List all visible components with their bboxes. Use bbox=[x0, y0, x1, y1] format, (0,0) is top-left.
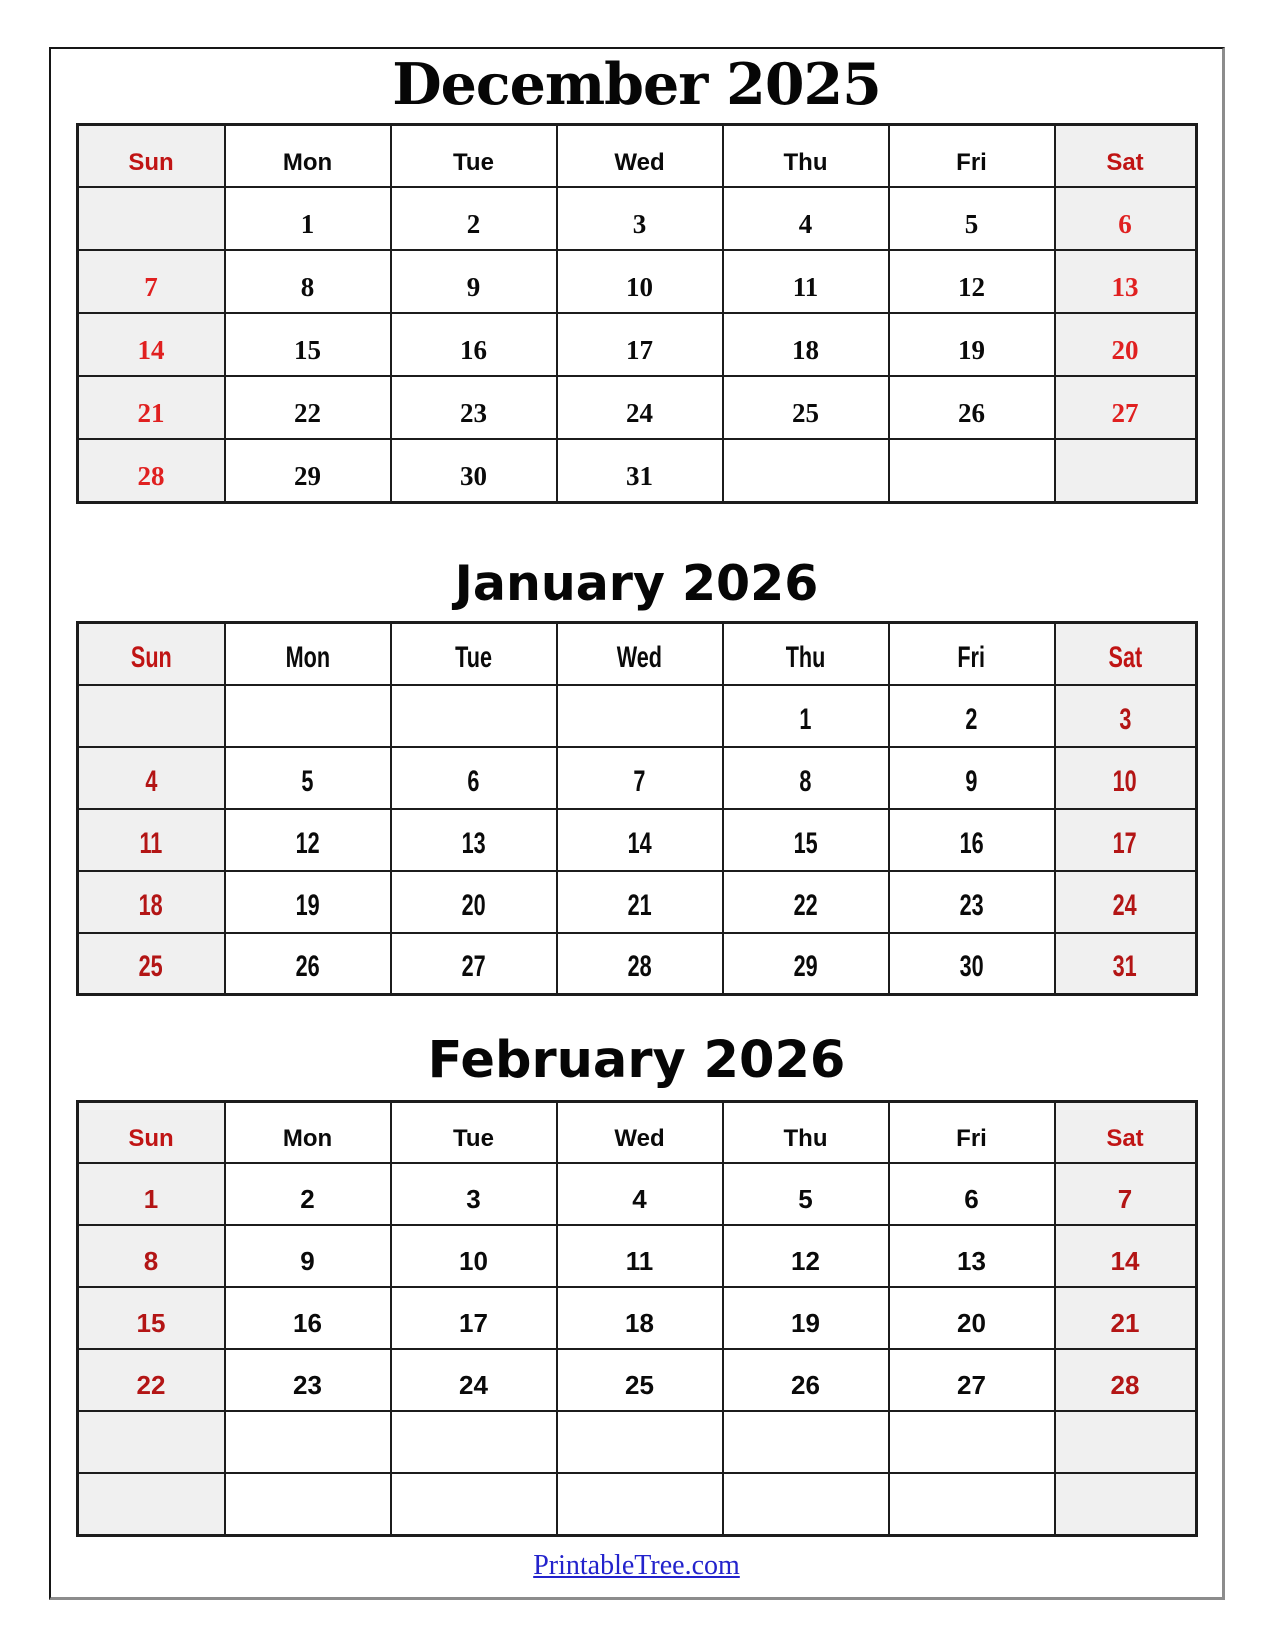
week-row bbox=[77, 1473, 1196, 1535]
day-cell-18 bbox=[723, 313, 889, 376]
day-cell-26 bbox=[225, 933, 391, 995]
day-cell-empty bbox=[77, 685, 225, 747]
week-row bbox=[77, 376, 1196, 439]
week-row bbox=[77, 1163, 1196, 1225]
day-header-wed bbox=[557, 1101, 723, 1163]
day-cell-16 bbox=[889, 809, 1055, 871]
day-cell-28 bbox=[77, 439, 225, 502]
day-cell-20 bbox=[1055, 313, 1197, 376]
day-cell-31 bbox=[557, 439, 723, 502]
day-cell-6 bbox=[889, 1163, 1055, 1225]
day-cell-14 bbox=[1055, 1225, 1197, 1287]
day-number: 15 bbox=[793, 826, 818, 860]
day-number: 26 bbox=[295, 950, 320, 984]
day-number: 6 bbox=[964, 1184, 979, 1215]
day-cell-7 bbox=[557, 747, 723, 809]
day-cell-17 bbox=[391, 1287, 557, 1349]
day-cell-15 bbox=[225, 313, 391, 376]
day-number: 17 bbox=[1112, 826, 1138, 860]
day-cell-22 bbox=[225, 376, 391, 439]
day-number: 10 bbox=[1112, 764, 1138, 798]
day-cell-28 bbox=[1055, 1349, 1197, 1411]
day-number: 7 bbox=[1117, 1184, 1133, 1215]
calendar-title-february: February 2026 bbox=[427, 1031, 846, 1091]
day-number: 11 bbox=[625, 1246, 654, 1277]
day-cell-15 bbox=[723, 809, 889, 871]
calendar-grid-january bbox=[76, 621, 1198, 996]
day-header-label: Mon bbox=[282, 1125, 333, 1153]
week-row bbox=[77, 187, 1196, 250]
day-number: 26 bbox=[958, 398, 985, 429]
day-number: 20 bbox=[461, 888, 486, 922]
day-cell-29 bbox=[225, 439, 391, 502]
week-row bbox=[77, 747, 1196, 809]
week-row bbox=[77, 1411, 1196, 1473]
day-number: 13 bbox=[461, 826, 486, 860]
day-cell-22 bbox=[723, 871, 889, 933]
day-header-wed bbox=[557, 124, 723, 187]
day-number: 4 bbox=[144, 764, 158, 798]
day-number: 13 bbox=[957, 1246, 986, 1277]
day-number: 5 bbox=[301, 764, 314, 798]
day-header-row bbox=[77, 124, 1196, 187]
day-number: 15 bbox=[136, 1308, 166, 1339]
day-cell-12 bbox=[225, 809, 391, 871]
day-cell-1 bbox=[225, 187, 391, 250]
day-cell-9 bbox=[889, 747, 1055, 809]
day-cell-3 bbox=[557, 187, 723, 250]
day-cell-27 bbox=[1055, 376, 1197, 439]
day-header-wed bbox=[557, 623, 723, 685]
day-cell-16 bbox=[225, 1287, 391, 1349]
day-number: 7 bbox=[144, 272, 158, 303]
day-cell-30 bbox=[391, 439, 557, 502]
day-number: 24 bbox=[459, 1370, 488, 1401]
day-cell-5 bbox=[225, 747, 391, 809]
week-row bbox=[77, 1287, 1196, 1349]
day-cell-24 bbox=[557, 376, 723, 439]
day-number: 29 bbox=[793, 950, 818, 984]
day-header-tue bbox=[391, 1101, 557, 1163]
day-number: 8 bbox=[799, 764, 812, 798]
day-cell-9 bbox=[225, 1225, 391, 1287]
day-number: 2 bbox=[300, 1184, 315, 1215]
day-cell-14 bbox=[557, 809, 723, 871]
day-number: 31 bbox=[626, 460, 653, 491]
day-cell-5 bbox=[723, 1163, 889, 1225]
day-number: 17 bbox=[626, 335, 653, 366]
day-cell-empty bbox=[557, 1411, 723, 1473]
day-cell-empty bbox=[723, 1473, 889, 1535]
day-cell-empty bbox=[1055, 1473, 1197, 1535]
day-cell-19 bbox=[889, 313, 1055, 376]
footer bbox=[51, 1550, 1222, 1582]
day-cell-empty bbox=[391, 685, 557, 747]
day-cell-empty bbox=[77, 1411, 225, 1473]
day-number: 25 bbox=[138, 950, 164, 984]
day-cell-empty bbox=[889, 1411, 1055, 1473]
day-number: 23 bbox=[959, 888, 984, 922]
day-number: 8 bbox=[300, 272, 315, 303]
day-number: 25 bbox=[792, 398, 819, 429]
calendar-title-december: December 2025 bbox=[392, 51, 881, 118]
day-cell-1 bbox=[723, 685, 889, 747]
calendar-grid-february bbox=[76, 1100, 1198, 1537]
day-number: 14 bbox=[137, 335, 165, 366]
day-header-mon bbox=[225, 623, 391, 685]
day-number: 11 bbox=[792, 272, 819, 303]
day-header-sun bbox=[77, 623, 225, 685]
day-number: 18 bbox=[138, 888, 164, 922]
day-number: 16 bbox=[959, 826, 984, 860]
day-cell-3 bbox=[391, 1163, 557, 1225]
day-header-label: Sun bbox=[128, 1125, 174, 1153]
day-cell-5 bbox=[889, 187, 1055, 250]
day-cell-30 bbox=[889, 933, 1055, 995]
day-number: 12 bbox=[295, 826, 320, 860]
day-header-label: Tue bbox=[453, 1125, 494, 1153]
day-cell-8 bbox=[723, 747, 889, 809]
day-cell-27 bbox=[889, 1349, 1055, 1411]
day-number: 12 bbox=[958, 272, 985, 303]
calendar-january-2026 bbox=[51, 554, 1222, 996]
day-cell-18 bbox=[77, 871, 225, 933]
day-header-fri bbox=[889, 1101, 1055, 1163]
day-cell-10 bbox=[1055, 747, 1197, 809]
day-number: 21 bbox=[1110, 1308, 1140, 1339]
day-cell-31 bbox=[1055, 933, 1197, 995]
day-number: 26 bbox=[791, 1370, 820, 1401]
day-cell-4 bbox=[77, 747, 225, 809]
day-cell-4 bbox=[557, 1163, 723, 1225]
week-row bbox=[77, 439, 1196, 502]
day-number: 21 bbox=[137, 398, 165, 429]
day-cell-8 bbox=[225, 250, 391, 313]
day-number: 15 bbox=[294, 335, 321, 366]
day-cell-22 bbox=[77, 1349, 225, 1411]
week-row bbox=[77, 1225, 1196, 1287]
calendar-december-2025 bbox=[51, 51, 1222, 504]
day-header-tue bbox=[391, 124, 557, 187]
week-row bbox=[77, 1349, 1196, 1411]
day-number: 16 bbox=[293, 1308, 322, 1339]
day-cell-empty bbox=[225, 685, 391, 747]
day-cell-23 bbox=[889, 871, 1055, 933]
calendar-title-january: January 2026 bbox=[454, 554, 819, 612]
day-number: 12 bbox=[791, 1246, 820, 1277]
day-cell-8 bbox=[77, 1225, 225, 1287]
day-cell-7 bbox=[77, 250, 225, 313]
day-header-label: Sat bbox=[1106, 1125, 1144, 1153]
day-header-label: Tue bbox=[455, 640, 492, 674]
day-number: 31 bbox=[1112, 950, 1138, 984]
day-header-thu bbox=[723, 623, 889, 685]
day-number: 9 bbox=[466, 272, 481, 303]
day-number: 1 bbox=[300, 209, 315, 240]
day-number: 14 bbox=[1110, 1246, 1140, 1277]
day-number: 22 bbox=[294, 398, 321, 429]
day-cell-empty bbox=[889, 439, 1055, 502]
day-cell-26 bbox=[723, 1349, 889, 1411]
day-header-label: Tue bbox=[453, 149, 494, 177]
day-cell-21 bbox=[1055, 1287, 1197, 1349]
day-header-label: Wed bbox=[616, 640, 663, 674]
day-cell-13 bbox=[889, 1225, 1055, 1287]
week-row bbox=[77, 809, 1196, 871]
printabletree-link[interactable]: PrintableTree.com bbox=[533, 1549, 740, 1581]
day-number: 3 bbox=[1118, 702, 1132, 736]
day-number: 21 bbox=[627, 888, 652, 922]
day-number: 19 bbox=[295, 888, 320, 922]
day-cell-6 bbox=[391, 747, 557, 809]
day-cell-empty bbox=[225, 1473, 391, 1535]
day-header-thu bbox=[723, 124, 889, 187]
day-number: 6 bbox=[467, 764, 480, 798]
day-header-thu bbox=[723, 1101, 889, 1163]
week-row bbox=[77, 933, 1196, 995]
day-cell-15 bbox=[77, 1287, 225, 1349]
day-header-label: Fri bbox=[956, 149, 987, 177]
day-cell-6 bbox=[1055, 187, 1197, 250]
day-cell-empty bbox=[723, 1411, 889, 1473]
day-number: 22 bbox=[793, 888, 818, 922]
day-cell-7 bbox=[1055, 1163, 1197, 1225]
day-header-tue bbox=[391, 623, 557, 685]
day-header-sun bbox=[77, 1101, 225, 1163]
day-number: 20 bbox=[1111, 335, 1139, 366]
day-cell-19 bbox=[723, 1287, 889, 1349]
day-header-label: Sat bbox=[1108, 640, 1142, 674]
day-header-label: Sun bbox=[128, 149, 174, 177]
day-cell-empty bbox=[889, 1473, 1055, 1535]
day-cell-13 bbox=[391, 809, 557, 871]
day-number: 23 bbox=[293, 1370, 322, 1401]
day-number: 4 bbox=[632, 1184, 647, 1215]
day-number: 5 bbox=[798, 1184, 813, 1215]
day-header-row bbox=[77, 623, 1196, 685]
day-cell-20 bbox=[889, 1287, 1055, 1349]
day-number: 1 bbox=[799, 702, 812, 736]
day-cell-11 bbox=[77, 809, 225, 871]
day-number: 27 bbox=[1111, 398, 1139, 429]
day-cell-9 bbox=[391, 250, 557, 313]
day-number: 28 bbox=[627, 950, 652, 984]
day-number: 3 bbox=[466, 1184, 481, 1215]
week-row bbox=[77, 871, 1196, 933]
day-number: 2 bbox=[466, 209, 481, 240]
day-header-label: Wed bbox=[614, 149, 665, 177]
day-cell-24 bbox=[1055, 871, 1197, 933]
day-header-fri bbox=[889, 124, 1055, 187]
day-number: 17 bbox=[459, 1308, 488, 1339]
day-number: 14 bbox=[627, 826, 652, 860]
day-cell-empty bbox=[77, 1473, 225, 1535]
day-cell-29 bbox=[723, 933, 889, 995]
day-cell-4 bbox=[723, 187, 889, 250]
day-cell-13 bbox=[1055, 250, 1197, 313]
day-cell-21 bbox=[557, 871, 723, 933]
day-cell-25 bbox=[723, 376, 889, 439]
day-cell-empty bbox=[1055, 439, 1197, 502]
day-cell-empty bbox=[391, 1473, 557, 1535]
day-number: 19 bbox=[791, 1308, 820, 1339]
day-cell-18 bbox=[557, 1287, 723, 1349]
day-cell-23 bbox=[225, 1349, 391, 1411]
day-cell-12 bbox=[889, 250, 1055, 313]
day-number: 10 bbox=[459, 1246, 488, 1277]
day-header-label: Fri bbox=[956, 1125, 987, 1153]
day-cell-2 bbox=[391, 187, 557, 250]
calendar-february-2026 bbox=[51, 1031, 1222, 1537]
day-header-label: Sun bbox=[130, 640, 172, 674]
day-cell-17 bbox=[1055, 809, 1197, 871]
day-number: 6 bbox=[1118, 209, 1132, 240]
day-cell-23 bbox=[391, 376, 557, 439]
day-number: 16 bbox=[460, 335, 487, 366]
week-row bbox=[77, 685, 1196, 747]
day-cell-28 bbox=[557, 933, 723, 995]
day-number: 13 bbox=[1111, 272, 1139, 303]
day-header-sat bbox=[1055, 124, 1197, 187]
day-cell-27 bbox=[391, 933, 557, 995]
day-cell-2 bbox=[225, 1163, 391, 1225]
day-cell-21 bbox=[77, 376, 225, 439]
day-number: 10 bbox=[626, 272, 653, 303]
day-cell-2 bbox=[889, 685, 1055, 747]
calendar-grid-december bbox=[76, 123, 1198, 504]
day-number: 29 bbox=[294, 460, 321, 491]
day-number: 18 bbox=[625, 1308, 654, 1339]
day-number: 7 bbox=[633, 764, 646, 798]
day-number: 9 bbox=[965, 764, 978, 798]
day-cell-empty bbox=[557, 1473, 723, 1535]
day-number: 4 bbox=[798, 209, 813, 240]
day-number: 22 bbox=[136, 1370, 166, 1401]
day-cell-24 bbox=[391, 1349, 557, 1411]
day-number: 8 bbox=[143, 1246, 159, 1277]
day-cell-empty bbox=[557, 685, 723, 747]
day-cell-19 bbox=[225, 871, 391, 933]
day-cell-empty bbox=[1055, 1411, 1197, 1473]
day-number: 2 bbox=[965, 702, 978, 736]
day-cell-10 bbox=[391, 1225, 557, 1287]
week-row bbox=[77, 313, 1196, 376]
day-number: 27 bbox=[461, 950, 486, 984]
page-frame bbox=[49, 47, 1225, 1600]
day-cell-14 bbox=[77, 313, 225, 376]
day-header-sat bbox=[1055, 623, 1197, 685]
day-header-label: Mon bbox=[282, 149, 333, 177]
day-header-mon bbox=[225, 1101, 391, 1163]
day-number: 30 bbox=[460, 460, 487, 491]
day-header-label: Thu bbox=[783, 149, 828, 177]
day-cell-11 bbox=[557, 1225, 723, 1287]
day-number: 25 bbox=[625, 1370, 654, 1401]
day-cell-empty bbox=[391, 1411, 557, 1473]
day-cell-10 bbox=[557, 250, 723, 313]
day-cell-26 bbox=[889, 376, 1055, 439]
day-header-mon bbox=[225, 124, 391, 187]
day-number: 3 bbox=[632, 209, 647, 240]
day-header-sat bbox=[1055, 1101, 1197, 1163]
day-number: 27 bbox=[957, 1370, 986, 1401]
day-header-label: Thu bbox=[785, 640, 826, 674]
day-header-row bbox=[77, 1101, 1196, 1163]
day-cell-16 bbox=[391, 313, 557, 376]
day-number: 11 bbox=[139, 826, 163, 860]
day-number: 24 bbox=[1112, 888, 1138, 922]
day-header-label: Sat bbox=[1106, 149, 1144, 177]
day-cell-25 bbox=[77, 933, 225, 995]
day-cell-17 bbox=[557, 313, 723, 376]
day-number: 1 bbox=[143, 1184, 159, 1215]
day-cell-25 bbox=[557, 1349, 723, 1411]
day-number: 20 bbox=[957, 1308, 986, 1339]
day-number: 9 bbox=[300, 1246, 315, 1277]
week-row bbox=[77, 250, 1196, 313]
day-cell-3 bbox=[1055, 685, 1197, 747]
day-cell-empty bbox=[225, 1411, 391, 1473]
day-number: 28 bbox=[1110, 1370, 1140, 1401]
day-number: 30 bbox=[959, 950, 984, 984]
day-header-sun bbox=[77, 124, 225, 187]
day-cell-11 bbox=[723, 250, 889, 313]
day-header-label: Thu bbox=[783, 1125, 828, 1153]
day-header-label: Mon bbox=[285, 640, 330, 674]
day-header-label: Wed bbox=[614, 1125, 665, 1153]
day-number: 5 bbox=[964, 209, 979, 240]
day-cell-empty bbox=[77, 187, 225, 250]
day-header-label: Fri bbox=[957, 640, 986, 674]
day-cell-1 bbox=[77, 1163, 225, 1225]
day-number: 24 bbox=[626, 398, 653, 429]
day-header-fri bbox=[889, 623, 1055, 685]
day-number: 18 bbox=[792, 335, 819, 366]
day-number: 23 bbox=[460, 398, 487, 429]
day-cell-12 bbox=[723, 1225, 889, 1287]
day-cell-empty bbox=[723, 439, 889, 502]
day-cell-20 bbox=[391, 871, 557, 933]
day-number: 28 bbox=[137, 460, 165, 491]
day-number: 19 bbox=[958, 335, 985, 366]
